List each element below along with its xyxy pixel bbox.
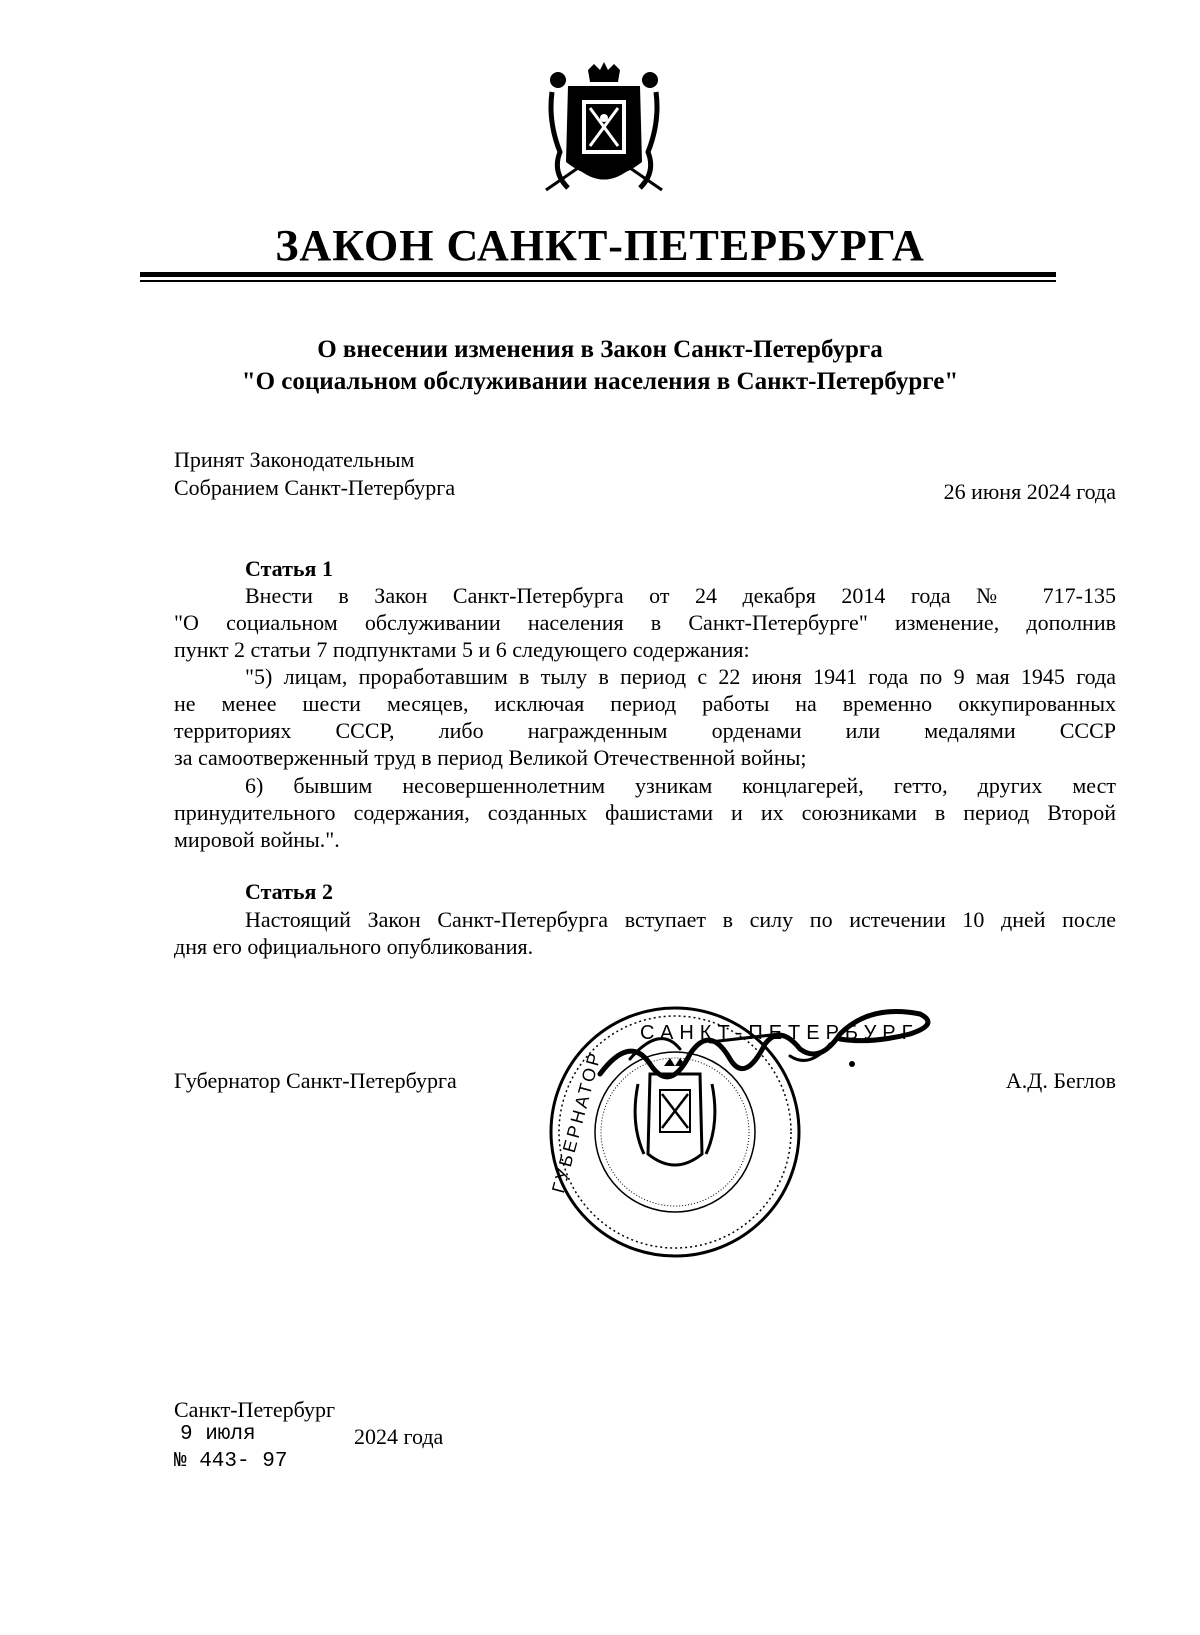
signatory-position: Губернатор Санкт-Петербурга — [174, 1068, 457, 1093]
adoption-date: 26 июня 2024 года — [943, 479, 1116, 504]
adoption-line-2: Собранием Санкт-Петербурга — [174, 475, 456, 500]
footer-day-month: 9 июля — [180, 1423, 256, 1446]
article-1-line: "5) лицам, проработавшим в тылу в период с 22 июня 1941 года по 9 мая 1945 года — [245, 664, 1116, 689]
article-2-line: дня его официального опубликования. — [174, 934, 534, 959]
title-rule-thick — [140, 272, 1056, 277]
article-1-line: принудительного содержания, созданных фашистами и их союзниками в период Второй — [174, 800, 1116, 825]
subtitle-line-2: "О социальном обслуживании населения в Санкт-Петербурге" — [241, 368, 959, 395]
seal-text-left: ГУБЕРНАТОР — [548, 1048, 606, 1196]
article-1-line: мировой войны.". — [174, 827, 340, 852]
article-1-heading: Статья 1 — [245, 556, 333, 581]
footer-city: Санкт-Петербург — [174, 1397, 335, 1422]
coat-of-arms-icon — [538, 62, 670, 200]
article-1-line: 6) бывшим несовершеннолетним узникам концлагерей, гетто, других мест — [245, 773, 1116, 798]
article-1-line: пункт 2 статьи 7 подпунктами 5 и 6 следующего содержания: — [174, 637, 750, 662]
adoption-line-1: Принят Законодательным — [174, 447, 415, 472]
article-1-line: Внести в Закон Санкт-Петербурга от 24 декабря 2014 года № 717-135 — [245, 583, 1116, 608]
article-2-heading: Статья 2 — [245, 879, 333, 904]
footer-year: 2024 года — [354, 1424, 444, 1449]
article-1-line: территориях СССР, либо награжденным орденами или медалями СССР — [174, 718, 1116, 743]
document-title: ЗАКОН САНКТ-ПЕТЕРБУРГА — [275, 221, 925, 270]
seal-text-top: САНКТ-ПЕТЕРБУРГ — [640, 1022, 919, 1044]
subtitle-line-1: О внесении изменения в Закон Санкт-Петербурга — [317, 336, 883, 363]
footer-number: № 443- 97 — [174, 1450, 288, 1473]
signatory-name: А.Д. Беглов — [1005, 1068, 1116, 1093]
article-1-line: "О социальном обслуживании населения в Санкт-Петербурге" изменение, дополнив — [174, 610, 1116, 635]
title-rule-thin — [140, 280, 1056, 282]
article-1-line: не менее шести месяцев, исключая период работы на временно оккупированных — [174, 691, 1116, 716]
article-2-line: Настоящий Закон Санкт-Петербурга вступает в силу по истечении 10 дней после — [245, 907, 1116, 932]
article-1-line: за самоотверженный труд в период Великой Отечественной войны; — [174, 745, 807, 770]
